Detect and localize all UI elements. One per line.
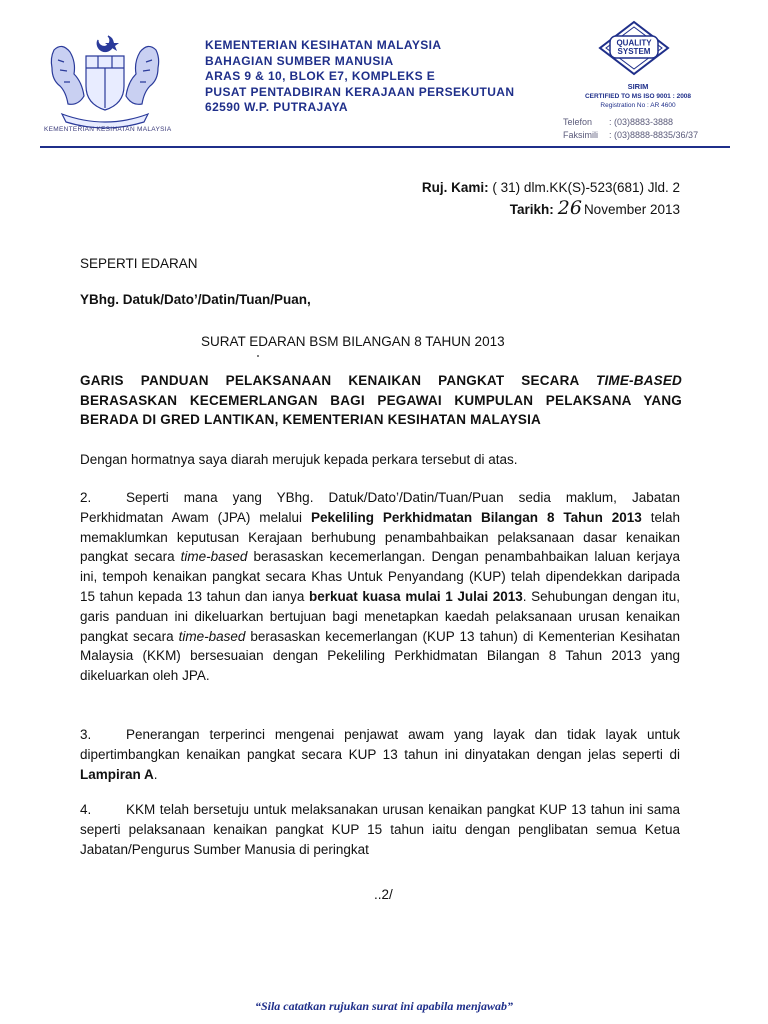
paragraph-text: . [153,766,158,782]
faksimili-label: Faksimili [563,130,598,140]
paragraph-text: . Sehubungan dengan itu, garis panduan ini dikeluarkan bertujuan bagi menetapkan kaedah pelaksanaan urusan kenaikan pangkat secara [80,588,680,644]
sirim-registration: Registration No : AR 4600 [600,102,676,109]
subject-heading [80,371,682,430]
addressee: YBhg. Datuk/Dato’/Datin/Tuan/Puan, [80,292,311,307]
header-divider [40,146,730,148]
paragraph-bold: berkuat kuasa mulai 1 Julai 2013 [309,588,523,604]
paragraph-number: 2. [80,490,92,505]
ruj-label: Ruj. Kami: [421,180,489,195]
faksimili-value: : (03)8888-8835/36/37 [609,130,699,140]
ministry-line: ARAS 9 & 10, BLOK E7, KOMPLEKS E [205,69,436,83]
quality-system-badge-icon [598,20,670,78]
contact-info [563,116,698,142]
paragraph-4 [80,800,680,859]
sirim-certified: CERTIFIED TO MS ISO 9001 : 2008 [584,92,692,100]
paragraph-number: 3. [80,727,92,742]
heading-italic: TIME-BASED [596,373,682,388]
tarikh-label: Tarikh: [509,202,554,217]
ministry-line: 62590 W.P. PUTRAJAYA [205,100,348,114]
badge-line-2: SYSTEM [617,47,651,56]
paragraph-text: telah memaklumkan keputusan Kerajaan berhubung penambahbaikan pelaksanaan dasar kenaikan pangkat secara [80,509,680,565]
paragraph-text: Seperti mana yang YBhg. Datuk/Dato’/Datin/Tuan/Puan sedia maklum, Jabatan Perkhidmatan Awam (JPA) melalui [80,490,680,525]
paragraph-text: KKM telah bersetuju untuk melaksanakan urusan kenaikan pangkat KUP 13 tahun ini sama seperti pelaksanaan kenaikan pangkat KUP 15 tahun iaitu dengan penglibatan semua Ketua Jabatan/Pengurus Sumber Manusia di peringkat [80,802,680,857]
paragraph-italic: time-based [180,549,248,565]
ministry-line: BAHAGIAN SUMBER MANUSIA [205,53,394,68]
paragraph-italic: time-based [178,628,246,644]
ministry-line: PUSAT PENTADBIRAN KERAJAAN PERSEKUTUAN [205,84,515,99]
reference-block [400,178,680,220]
tarikh-month-year: November 2013 [583,202,680,217]
ruj-value: ( 31) dlm.KK(S)-523(681) Jld. 2 [492,180,680,195]
tarikh-day-handwritten: 26 [557,197,582,219]
paragraph-text: berasaskan kecemerlangan. Dengan penambahbaikan laluan kerjaya ini, tempoh kenaikan pangkat secara Khas Untuk Penyandang (KUP) telah dipendekkan daripada 15 tahun kepada 13 tahun dan ianya [80,549,680,604]
opening-line: Dengan hormatnya saya diarah merujuk kepada perkara tersebut di atas. [80,452,518,467]
paragraph-3 [80,725,680,784]
sirim-name: SIRIM [627,82,649,91]
ministry-line: KEMENTERIAN KESIHATAN MALAYSIA [205,38,442,52]
paragraph-number: 4. [80,802,92,817]
footer-motto: “Sila catatkan rujukan surat ini apabila menjawab” [254,999,514,1013]
ministry-address [205,38,514,116]
badge-line-1: QUALITY [616,38,652,48]
malaysia-coat-of-arms-icon [40,30,170,130]
telefon-label: Telefon [563,117,593,127]
heading-part: BERASASKAN KECEMERLANGAN BAGI PEGAWAI KUMPULAN PELAKSANA YANG BERADA DI GRED LANTIKAN, KEMENTERIAN KESIHATAN MALAYSIA [80,392,682,427]
telefon-value: : (03)8883-3888 [609,117,674,127]
paragraph-text: berasaskan kecemerlangan (KUP 13 tahun) di Kementerian Kesihatan Malaysia (KKM) bersesuaian dengan Pekeliling Perkhidmatan Bilangan 8 Tahun 2013 yang dikeluarkan oleh JPA. [80,628,680,684]
sirim-certification [548,82,728,111]
paragraph-2 [80,488,680,686]
page-continuation-marker: ..2/ [374,887,393,902]
paragraph-bold: Lampiran A [80,766,154,782]
circular-title: SURAT EDARAN BSM BILANGAN 8 TAHUN 2013 [201,334,505,349]
crest-caption: KEMENTERIAN KESIHATAN MALAYSIA [44,126,172,133]
paragraph-text: Penerangan terperinci mengenai penjawat awam yang layak dan tidak layak untuk dipertimbangkan kenaikan pangkat secara KUP 13 tahun ini dinyatakan dengan jelas seperti di [80,727,680,762]
heading-part: GARIS PANDUAN PELAKSANAAN KENAIKAN PANGKAT SECARA [80,373,596,388]
salutation: SEPERTI EDARAN [80,256,198,271]
scan-dot [257,355,259,357]
paragraph-bold: Pekeliling Perkhidmatan Bilangan 8 Tahun 2013 [310,509,642,525]
